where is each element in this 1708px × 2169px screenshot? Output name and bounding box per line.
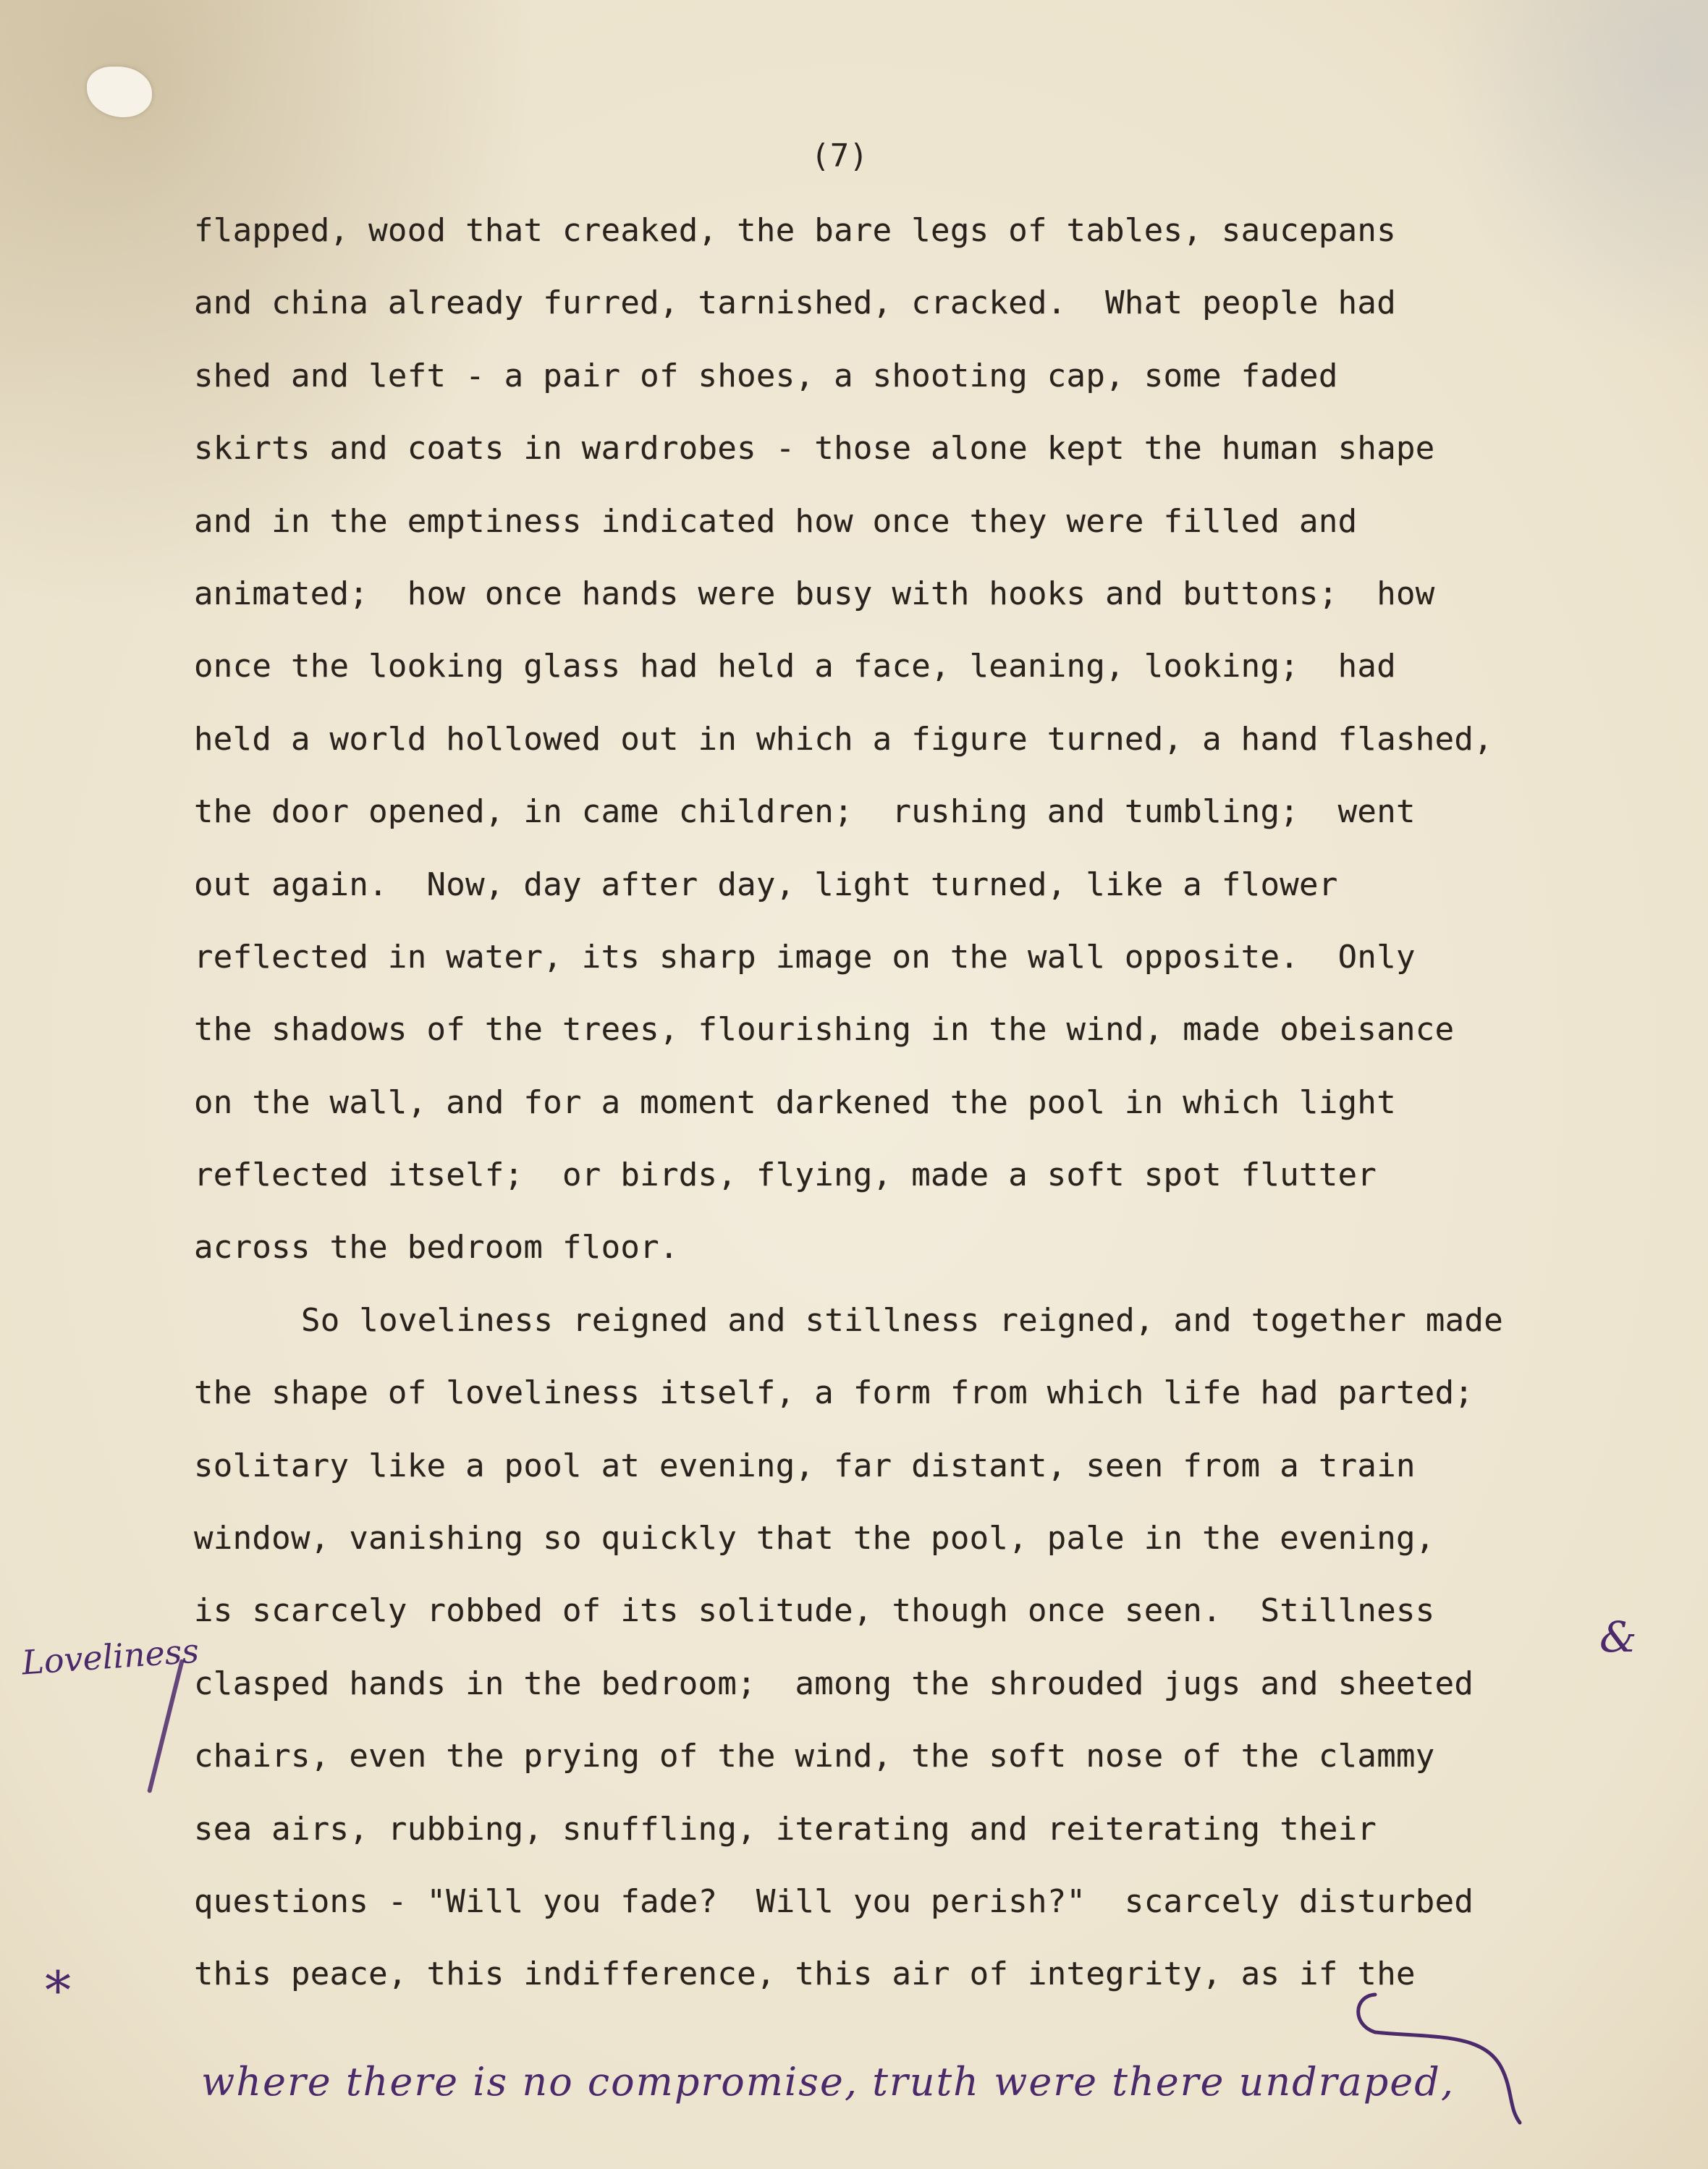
text-line: sea airs, rubbing, snuffling, iterating and reiterating their xyxy=(194,1810,1377,1848)
text-line: and china already furred, tarnished, cracked. What people had xyxy=(194,284,1396,322)
text-line: out again. Now, day after day, light turned, like a flower xyxy=(194,866,1338,903)
text-line: across the bedroom floor. xyxy=(194,1229,679,1267)
handwritten-asterisk: * xyxy=(45,1960,71,2021)
text-line: the shadows of the trees, flourishing in the wind, made obeisance xyxy=(194,1011,1455,1049)
text-line: solitary like a pool at evening, far distant, seen from a train xyxy=(194,1447,1416,1484)
text-line: is scarcely robbed of its solitude, though once seen. Stillness xyxy=(194,1592,1435,1630)
text-line: reflected itself; or birds, flying, made a soft spot flutter xyxy=(194,1157,1377,1194)
paragraph-start-line: So loveliness reigned and stillness reigned, and together made xyxy=(301,1301,1503,1339)
text-line: chairs, even the prying of the wind, the soft nose of the clammy xyxy=(194,1738,1435,1775)
text-line: animated; how once hands were busy with hooks and buttons; how xyxy=(194,575,1435,612)
typescript-body xyxy=(194,208,1663,2025)
text-line: the door opened, in came children; rushing and tumbling; went xyxy=(194,793,1416,831)
text-line: once the looking glass had held a face, leaning, looking; had xyxy=(194,648,1396,685)
page-number: (7) xyxy=(811,138,868,174)
handwritten-slash-mark xyxy=(147,1659,185,1793)
handwritten-insert-text: where there is no compromise, truth were there undraped, xyxy=(201,2059,1455,2105)
text-line: and in the emptiness indicated how once they were filled and xyxy=(194,502,1358,540)
text-line: this peace, this indifference, this air of integrity, as if the xyxy=(194,1956,1416,1993)
text-line: questions - "Will you fade? Will you perish?" scarcely disturbed xyxy=(194,1882,1474,1920)
handwritten-bracket-icon xyxy=(1346,1982,1527,2126)
text-line: the shape of loveliness itself, a form from which life had parted; xyxy=(194,1374,1474,1412)
text-line: skirts and coats in wardrobes - those alone kept the human shape xyxy=(194,430,1435,468)
text-line: shed and left - a pair of shoes, a shooting cap, some faded xyxy=(194,357,1338,394)
text-line: clasped hands in the bedroom; among the shrouded jugs and sheeted xyxy=(194,1665,1474,1702)
text-line: on the wall, and for a moment darkened the pool in which light xyxy=(194,1083,1396,1121)
text-line: window, vanishing so quickly that the pool, pale in the evening, xyxy=(194,1520,1435,1557)
text-line: flapped, wood that creaked, the bare legs of tables, saucepans xyxy=(194,212,1396,249)
text-line: held a world hollowed out in which a figure turned, a hand flashed, xyxy=(194,720,1493,758)
text-line: reflected in water, its sharp image on the wall opposite. Only xyxy=(194,938,1416,976)
handwritten-insert-mark: & xyxy=(1599,1612,1637,1662)
handwritten-margin-note: Loveliness xyxy=(20,1631,200,1683)
paper-tear xyxy=(87,67,152,117)
